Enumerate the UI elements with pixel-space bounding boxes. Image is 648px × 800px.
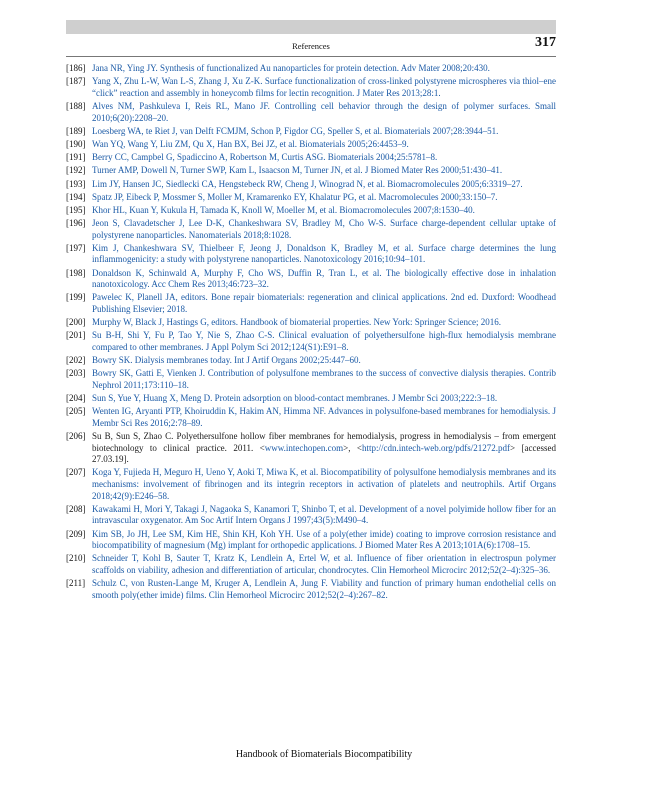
reference-item bbox=[66, 76, 556, 99]
reference-item bbox=[66, 243, 556, 266]
reference-number: [208] bbox=[66, 503, 86, 514]
reference-number: [191] bbox=[66, 152, 86, 163]
reference-item bbox=[66, 431, 556, 466]
reference-item bbox=[66, 165, 556, 177]
reference-link[interactable]: Donaldson K, Schinwald A, Murphy F, Cho WS, Duffin R, Tran L, et al. The biologically effective dose in inhalation nanotoxicology. Acc Chem Res 2013;46:723–32. bbox=[92, 267, 556, 290]
header-bar bbox=[66, 20, 556, 34]
reference-number: [205] bbox=[66, 406, 86, 417]
reference-item bbox=[66, 152, 556, 164]
reference-number: [189] bbox=[66, 125, 86, 136]
reference-item bbox=[66, 317, 556, 329]
reference-item bbox=[66, 63, 556, 75]
reference-link[interactable]: Sun S, Yue Y, Huang X, Meng D. Protein adsorption on blood-contact membranes. J Membr Sci 2003;222:3–18. bbox=[92, 393, 498, 404]
reference-text bbox=[92, 431, 556, 466]
reference-number: [209] bbox=[66, 528, 86, 539]
reference-number: [186] bbox=[66, 63, 86, 73]
reference-text-part: > [accessed 27.03.19]. bbox=[92, 442, 556, 465]
page-number: 317 bbox=[535, 35, 556, 50]
reference-link[interactable]: Wan YQ, Wang Y, Liu ZM, Qu X, Han BX, Bei JZ, et al. Biomaterials 2005;26:4453–9. bbox=[92, 138, 409, 149]
reference-link[interactable]: Alves NM, Pashkuleva I, Reis RL, Mano JF. Controlling cell behavior through the design of polymer surfaces. Small 2010;6(20):2208–20. bbox=[92, 100, 556, 123]
reference-link[interactable]: Kim SB, Jo JH, Lee SM, Kim HE, Shin KH, Koh YH. Use of a poly(ether imide) coating to improve corrosion resistance and biocompatibility of magnesium (Mg) implant for orthopedic applications. J Biomed Mater Res A 2013;101A(6):1708–15. bbox=[92, 528, 556, 551]
reference-number: [201] bbox=[66, 330, 86, 341]
reference-link[interactable]: Su B-H, Shi Y, Fu P, Tao Y, Nie S, Zhao C-S. Clinical evaluation of polyethersulfone high-flux hemodialysis membrane compared to other membranes. J Appl Polym Sci 2012;124(S1):E91–8. bbox=[92, 330, 556, 352]
reference-link[interactable]: Spatz JP, Eibeck P, Mossmer S, Moller M, Kramarenko EY, Khalatur PG, et al. Macromolecules 2000;33:150–7. bbox=[92, 191, 498, 202]
reference-link[interactable]: Khor HL, Kuan Y, Kukula H, Tamada K, Knoll W, Moeller M, et al. Biomacromolecules 2007;8:1530–40. bbox=[92, 204, 475, 215]
running-header bbox=[66, 35, 556, 55]
reference-number: [211] bbox=[66, 578, 86, 589]
reference-number: [197] bbox=[66, 242, 86, 253]
reference-number: [202] bbox=[66, 355, 86, 366]
reference-number: [187] bbox=[66, 76, 86, 87]
reference-link[interactable]: Yang X, Zhu L-W, Wan L-S, Zhang J, Xu Z-K. Surface functionalization of cross-linked polystyrene microspheres via thiol–ene “click” reaction and assembly in honeycomb films for lectin recognition. J Mater Res 2013;28:1. bbox=[92, 76, 556, 98]
reference-item bbox=[66, 192, 556, 204]
reference-item bbox=[66, 139, 556, 151]
reference-number: [210] bbox=[66, 553, 86, 564]
reference-item bbox=[66, 355, 556, 367]
reference-link[interactable]: Pawelec K, Planell JA, editors. Bone repair biomaterials: regeneration and clinical applications. 2nd ed. Duxford: Woodhead Publishing Elsevier; 2018. bbox=[92, 292, 556, 314]
reference-link[interactable]: Bowry SK, Gatti E, Vienken J. Contribution of polysulfone membranes to the success of convective dialysis therapies. Contrib Nephrol 2011;173:110–18. bbox=[92, 368, 556, 390]
reference-item bbox=[66, 205, 556, 217]
reference-link[interactable]: Berry CC, Campbel G, Spadiccino A, Robertson M, Curtis ASG. Biomaterials 2004;25:5781–8. bbox=[92, 152, 438, 163]
reference-item bbox=[66, 368, 556, 391]
reference-link[interactable]: Schneider T, Kohl B, Sauter T, Kratz K, Lendlein A, Ertel W, et al. Influence of fiber orientation in electrospun polymer scaffolds on viability, adhesion and differentiation of articular, chondrocytes. Clin Hemorheol Microcirc 2012;52(2–4):325–36. bbox=[92, 553, 556, 575]
reference-link[interactable]: Murphy W, Black J, Hastings G, editors. Handbook of biomaterial properties. New York: Springer Science; 2016. bbox=[92, 317, 501, 328]
header-divider bbox=[66, 56, 556, 57]
reference-item bbox=[66, 578, 556, 601]
reference-item bbox=[66, 467, 556, 502]
reference-number: [195] bbox=[66, 204, 86, 215]
reference-item bbox=[66, 292, 556, 315]
reference-link[interactable]: Schulz C, von Rusten-Lange M, Kruger A, Lendlein A, Jung F. Viability and function of primary human endothelial cells on smooth poly(ether imide) films. Clin Hemorheol Microcirc 2012;52(2–4):267–82. bbox=[92, 578, 556, 600]
reference-number: [192] bbox=[66, 165, 86, 176]
reference-number: [196] bbox=[66, 218, 86, 229]
reference-url-link[interactable]: http://cdn.intech-web.org/pdfs/21272.pdf bbox=[361, 442, 511, 453]
reference-link[interactable]: Wenten IG, Aryanti PTP, Khoiruddin K, Hakim AN, Himma NF. Advances in polysulfone-based membranes for hemodialysis. J Membr Sci Res 2016;2:78–89. bbox=[92, 406, 556, 428]
reference-item bbox=[66, 504, 556, 527]
reference-number: [199] bbox=[66, 292, 86, 303]
reference-number: [207] bbox=[66, 467, 86, 478]
reference-link[interactable]: Kawakami H, Mori Y, Takagi J, Nagaoka S, Kanamori T, Shinbo T, et al. Development of a novel polyimide hollow fiber for an intravascular oxygenator. Am Soc Artif Intern Organs J 1997;43(5):M490–4. bbox=[92, 503, 556, 526]
reference-link[interactable]: Turner AMP, Dowell N, Turner SWP, Kam L, Isaacson M, Turner JN, et al. J Biomed Mater Res 2000;51:430–41. bbox=[92, 165, 503, 176]
reference-number: [203] bbox=[66, 368, 86, 379]
reference-number: [200] bbox=[66, 317, 86, 328]
reference-number: [206] bbox=[66, 431, 86, 442]
reference-link[interactable]: Loesberg WA, te Riet J, van Delft FCMJM, Schon P, Figdor CG, Speller S, et al. Biomaterials 2007;28:3944–51. bbox=[92, 125, 499, 136]
reference-item bbox=[66, 268, 556, 291]
section-title: References bbox=[292, 41, 330, 51]
reference-item bbox=[66, 218, 556, 241]
reference-item bbox=[66, 393, 556, 405]
reference-item bbox=[66, 553, 556, 576]
reference-url-link[interactable]: www.intechopen.com bbox=[264, 442, 344, 453]
reference-link[interactable]: Jeon S, Clavadetscher J, Lee D-K, Chankeshwara SV, Bradley M, Cho W-S. Surface charge-dependent cellular uptake of polystyrene nanoparticles. Nanomaterials 2018;8:1028. bbox=[92, 218, 556, 240]
reference-link[interactable]: Koga Y, Fujieda H, Meguro H, Ueno Y, Aoki T, Miwa K, et al. Biocompatibility of polysulfone hemodialysis membranes and its mechanisms: involvement of fibrinogen and its integrin receptors in activation of platelets and neutrophils. Artif Organs 2018;42(9):E246–58. bbox=[92, 467, 556, 501]
reference-link[interactable]: Lim JY, Hansen JC, Siedlecki CA, Hengstebeck RW, Cheng J, Winograd N, et al. Biomacromolecules 2005;6:3319–27. bbox=[92, 178, 523, 189]
footer-book-title: Handbook of Biomaterials Biocompatibility bbox=[235, 749, 413, 760]
reference-link[interactable]: Kim J, Chankeshwara SV, Thielbeer F, Jeong J, Donaldson K, Bradley M, et al. Surface charge determines the lung inflammogenicity: a study with polystyrene nanoparticles. Nanotoxicology 2016;10:94–101. bbox=[92, 242, 556, 265]
reference-item bbox=[66, 179, 556, 191]
reference-number: [198] bbox=[66, 267, 86, 278]
reference-text-part: Su B, Sun S, Zhao C. Polyethersulfone hollow fiber membranes for hemodialysis, progress in hemodialysis – from emergent biotechnology to clinical practice. 2011. < bbox=[92, 431, 556, 453]
reference-list bbox=[66, 63, 556, 603]
reference-link[interactable]: Jana NR, Ying JY. Synthesis of functionalized Au nanoparticles for protein detection. Adv Mater 2008;20:430. bbox=[92, 63, 490, 73]
reference-item bbox=[66, 529, 556, 552]
reference-number: [193] bbox=[66, 178, 86, 189]
reference-number: [194] bbox=[66, 191, 86, 202]
reference-item bbox=[66, 330, 556, 353]
reference-text-part: >, < bbox=[343, 442, 362, 453]
reference-number: [188] bbox=[66, 100, 86, 111]
reference-item bbox=[66, 406, 556, 429]
reference-item bbox=[66, 126, 556, 138]
reference-number: [190] bbox=[66, 138, 86, 149]
reference-item bbox=[66, 101, 556, 124]
reference-link[interactable]: Bowry SK. Dialysis membranes today. Int J Artif Organs 2002;25:447–60. bbox=[92, 355, 361, 366]
reference-number: [204] bbox=[66, 393, 86, 404]
